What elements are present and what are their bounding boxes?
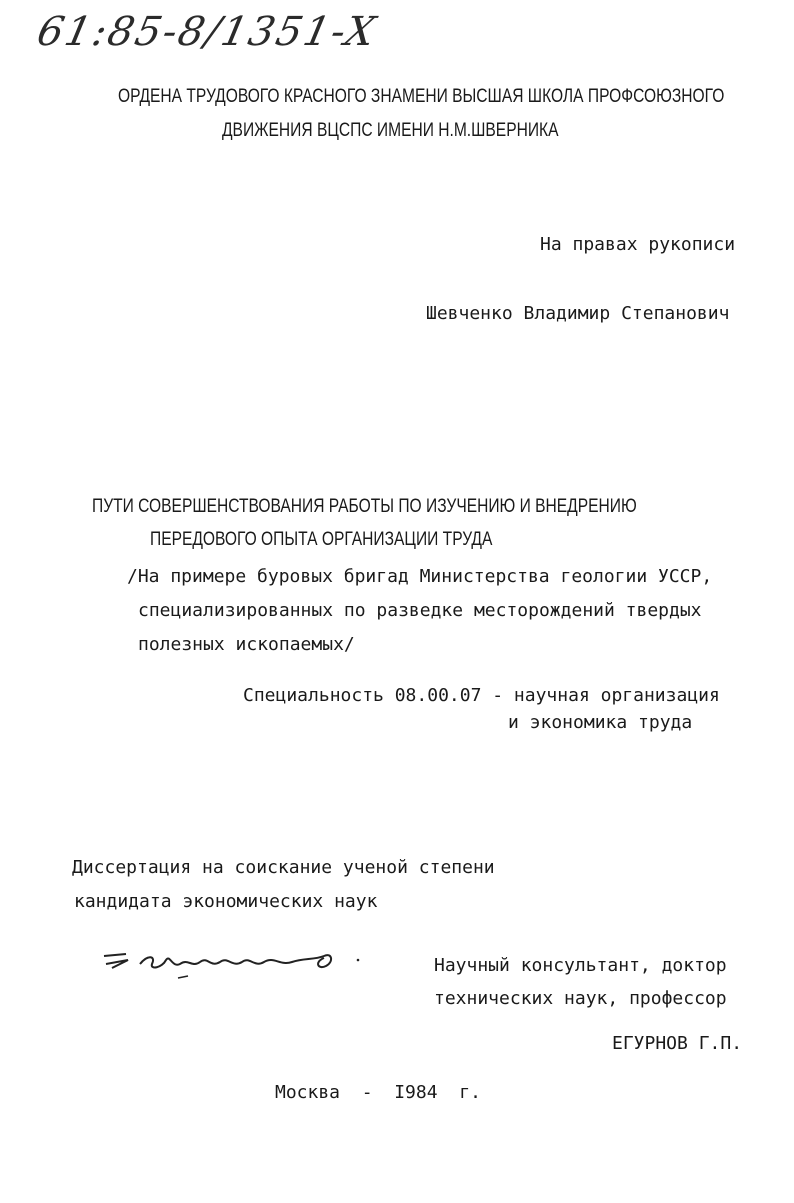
dissertation-line-1: Диссертация на соискание ученой степени [72,857,495,878]
signature-image [100,938,370,988]
manuscript-note: На правах рукописи [540,234,736,255]
subtitle-line-1: /На примере буровых бригад Министерства геологии УССР, [127,566,713,587]
specialty-line-2: и экономика труда [508,712,693,733]
consultant-line-2: технических наук, профессор [434,988,727,1009]
dissertation-line-2: кандидата экономических наук [74,891,378,912]
consultant-name: ЕГУРНОВ Г.П. [612,1033,743,1054]
specialty-line-1: Специальность 08.00.07 - научная организация [243,685,720,706]
consultant-line-1: Научный консультант, доктор [434,955,727,976]
archive-code-handwritten: 61:85-8/1351-X [33,9,381,55]
subtitle-line-3: полезных ископаемых/ [138,634,355,655]
author-name: Шевченко Владимир Степанович [426,303,730,324]
institution-line-2: ДВИЖЕНИЯ ВЦСПС ИМЕНИ Н.М.ШВЕРНИКА [222,120,559,141]
place-year: Москва - I984 г. [275,1082,481,1103]
institution-line-1: ОРДЕНА ТРУДОВОГО КРАСНОГО ЗНАМЕНИ ВЫСШАЯ ШКОЛА ПРОФСОЮЗНОГО [118,86,725,107]
title-line-2: ПЕРЕДОВОГО ОПЫТА ОРГАНИЗАЦИИ ТРУДА [150,529,493,550]
title-line-1: ПУТИ СОВЕРШЕНСТВОВАНИЯ РАБОТЫ ПО ИЗУЧЕНИЮ И ВНЕДРЕНИЮ [92,496,637,517]
subtitle-line-2: специализированных по разведке месторождений твердых [138,600,702,621]
